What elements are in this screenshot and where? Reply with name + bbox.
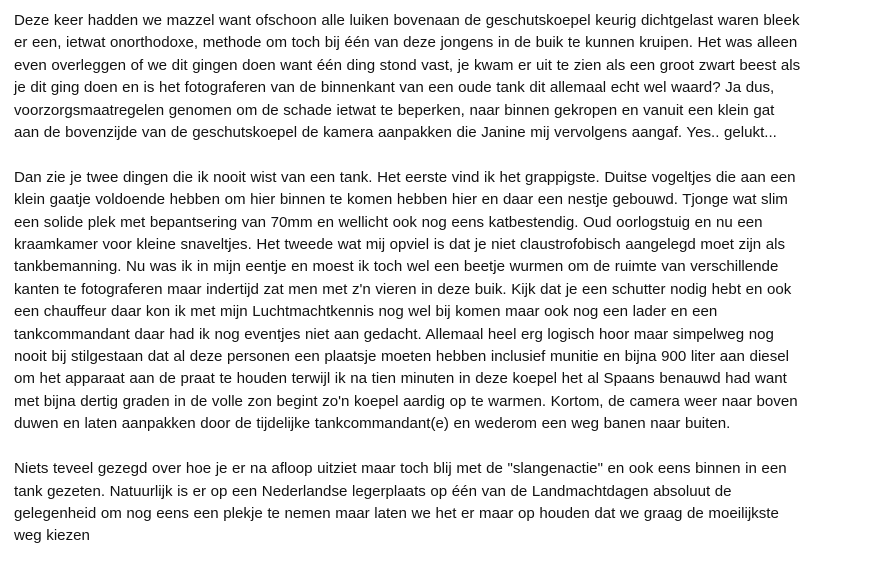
text-line: aan de bovenzijde van de geschutskoepel de kamera aanpakken die Janine mij vervolgens aangaf. Yes.. gelukt... xyxy=(14,124,777,142)
text-line: gelegenheid om nog eens een plekje te nemen maar laten we het er maar op houden dat we graag de moeilijkste xyxy=(14,504,779,522)
text-line: er een, ietwat onorthodoxe, methode om toch bij één van deze jongens in de buik te kunnen kruipen. Het was alleen xyxy=(14,34,798,52)
text-line: met bijna dertig graden in de volle zon begint zo'n koepel aardig op te warmen. Kortom, de camera weer naar boven xyxy=(14,392,798,410)
text-line: nooit bij stilgestaan dat al deze personen een plaatsje moeten hebben inclusief munitie en bijna 900 liter aan diesel xyxy=(14,348,789,366)
text-line: even overleggen of we dit gingen doen want één ding stond vast, je kwam er uit te zien als een groot zwart beest als xyxy=(14,56,801,74)
text-line: Dan zie je twee dingen die ik nooit wist van een tank. Het eerste vind ik het grappigste. Duitse vogeltjes die aan een xyxy=(14,168,796,186)
paragraph-intro xyxy=(14,10,886,144)
text-line: weg kiezen xyxy=(14,527,90,545)
paragraph-observations xyxy=(14,167,886,436)
text-line: je dit ging doen en is het fotograferen van de binnenkant van een oude tank dit allemaal echt wel waard? Ja dus, xyxy=(14,79,775,97)
text-line: een solide plek met bepantsering van 70mm en wellicht ook nog eens katbestendig. Oud oorlogstuig en nu een xyxy=(14,213,763,231)
text-line: duwen en laten aanpakken door de tijdelijke tankcommandant(e) en wederom een weg banen naar buiten. xyxy=(14,415,731,433)
text-line: tankcommandant daar had ik nog eventjes niet aan gedacht. Allemaal heel erg logisch hoor maar simpelweg nog xyxy=(14,325,774,343)
paragraph-conclusion xyxy=(14,458,886,548)
text-line: om het apparaat aan de praat te houden terwijl ik na tien minuten in deze koepel het al Spaans benauwd had want xyxy=(14,370,787,388)
text-line: kraamkamer voor kleine snaveltjes. Het tweede wat mij opviel is dat je niet claustrofobisch aangelegd moet zijn als xyxy=(14,236,786,254)
text-line: Deze keer hadden we mazzel want ofschoon alle luiken bovenaan de geschutskoepel keurig dichtgelast waren bleek xyxy=(14,12,800,29)
text-line: een chauffeur daar kon ik met mijn Luchtmachtkennis nog wel bij komen maar ook nog een lader en een xyxy=(14,303,718,321)
document-body xyxy=(14,10,886,570)
text-line: tankbemanning. Nu was ik in mijn eentje en moest ik toch wel een beetje wurmen om de ruimte van verschillende xyxy=(14,258,779,276)
text-line: Niets teveel gezegd over hoe je er na afloop uitziet maar toch blij met de "slangenactie" en ook eens binnen in een xyxy=(14,460,787,478)
text-line: klein gaatje voldoende hebben om hier binnen te komen hebben hier en daar een nestje gebouwd. Tjonge wat slim xyxy=(14,191,788,209)
text-line: kanten te fotograferen maar indertijd zat men met z'n vieren in deze buik. Kijk dat je een schutter nodig hebt en ook xyxy=(14,280,792,298)
text-line: tank gezeten. Natuurlijk is er op een Nederlandse legerplaats op één van de Landmachtdagen absoluut de xyxy=(14,482,732,500)
text-line: voorzorgsmaatregelen genomen om de schade ietwat te beperken, naar binnen gekropen en vanuit een klein gat xyxy=(14,101,775,119)
